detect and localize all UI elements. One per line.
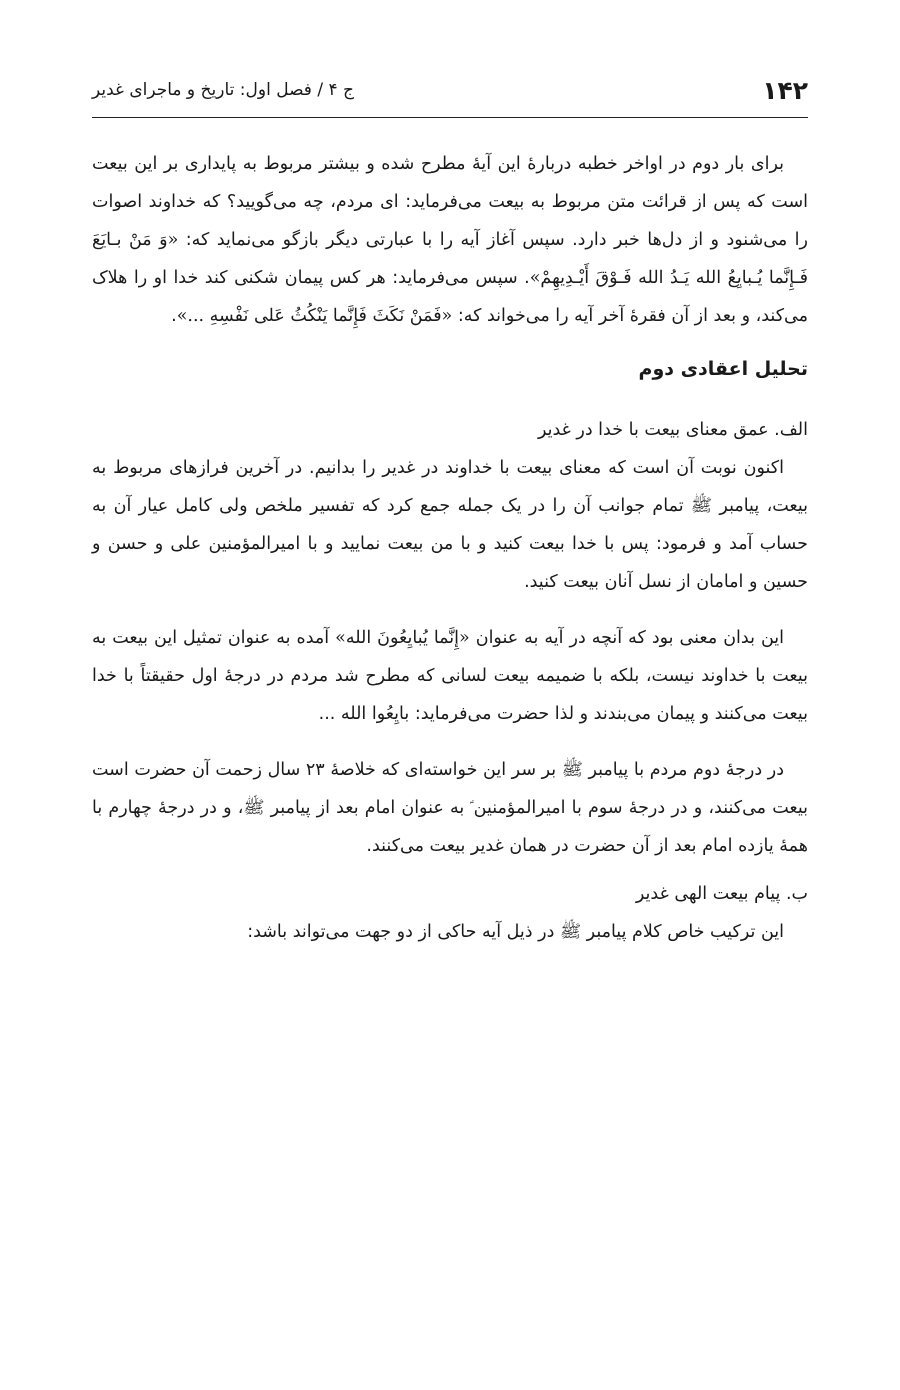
chapter-title: ج ۴ / فصل اول: تاریخ و ماجرای غدیر [92,80,355,100]
subsection-b-title: ب. پیام بیعت الهی غدیر [635,884,808,904]
paragraph-text: برای بار دوم در اواخر خطبه دربارۀ این آیۀ مطرح شده و بیشتر مربوط به پایداری بر این بیعت است که پس از قرائت متن مربوط به بیعت می‌فرماید: ای مردم، چه می‌گویید؟ که خداوند اصوات را می‌شنود و از دل‌ها خبر دارد. سپس آغاز آیه را با عبارتی دیگر بازگو می‌نماید که: [92,154,808,250]
page-number: ۱۴۲ [762,75,808,105]
subsection-b-body: این ترکیب خاص کلام پیامبر ﷺ در ذیل آیه حاکی از دو جهت می‌تواند باشد: [247,922,784,942]
quran-quote: «إِنَّما يُبايِعُونَ الله» [335,628,470,648]
subsection-a-body: اکنون نوبت آن است که معنای بیعت با خداوند در غدیر را بدانیم. در آخرین فرازهای مربوط به بیعت، پیامبر ﷺ تمام جوانب آن را در یک جمله جمع کرد که تفسیر ملخص ولی کامل عیار آن به حساب آمد و فرمود: پس با خدا بیعت کنید و با من بیعت نمایید و با امیرالمؤمنین علی و حسن و حسین و امامان از نسل آنان بیعت کنید. [92,458,808,592]
paragraph-text: . [171,306,177,326]
quran-quote: «وَ مَنْ بـايَعَ فَـإِنَّما يُـبايِعُ الله يَـدُ الله فَـوْقَ أَيْـدِيهِمْ» [92,230,809,288]
paragraph-4: در درجۀ دوم مردم با پیامبر ﷺ بر سر این خواسته‌ای که خلاصۀ ۲۳ سال زحمت آن حضرت است بیعت می‌کنند، و در درجۀ سوم با امیرالمؤمنین ؑ به عنوان امام بعد از پیامبر ﷺ، و در درجۀ چهارم با همۀ یازده امام بعد از آن حضرت در همان غدیر بیعت می‌کنند. [92,760,808,856]
page-body [92,145,808,951]
paragraph-text: . سپس می‌فرماید: هر کس پیمان شکنی کند خدا او را هلاک می‌کند، و بعد از آن فقرۀ آخر آیه را می‌خواند که: [92,268,808,326]
paragraph-3 [92,619,808,733]
paragraph-1 [92,145,808,335]
book-page [92,0,808,1390]
section-heading: تحلیل اعقادی دوم [638,358,808,380]
paragraph-text: آمده به عنوان تمثیل این بیعت به بیعت با خداوند نیست، بلکه با ضمیمه بیعت لسانی که مطرح شد مردم در درجۀ اول حقیقتاً با خدا بیعت می‌کنند و پیمان می‌بندند و لذا حضرت می‌فرماید: [92,628,808,724]
running-header [92,70,808,110]
hadith-quote: بايِعُوا الله ... [318,704,410,724]
quran-quote: «فَمَنْ نَكَثَ فَإِنَّما يَنْكُثُ عَلى نَفْسِهِ ...» [176,306,453,326]
subsection-a-title: الف. عمق معنای بیعت با خدا در غدیر [537,420,808,440]
paragraph-text: این بدان معنی بود که آنچه در آیه به عنوان [469,628,784,648]
header-divider [92,117,808,118]
